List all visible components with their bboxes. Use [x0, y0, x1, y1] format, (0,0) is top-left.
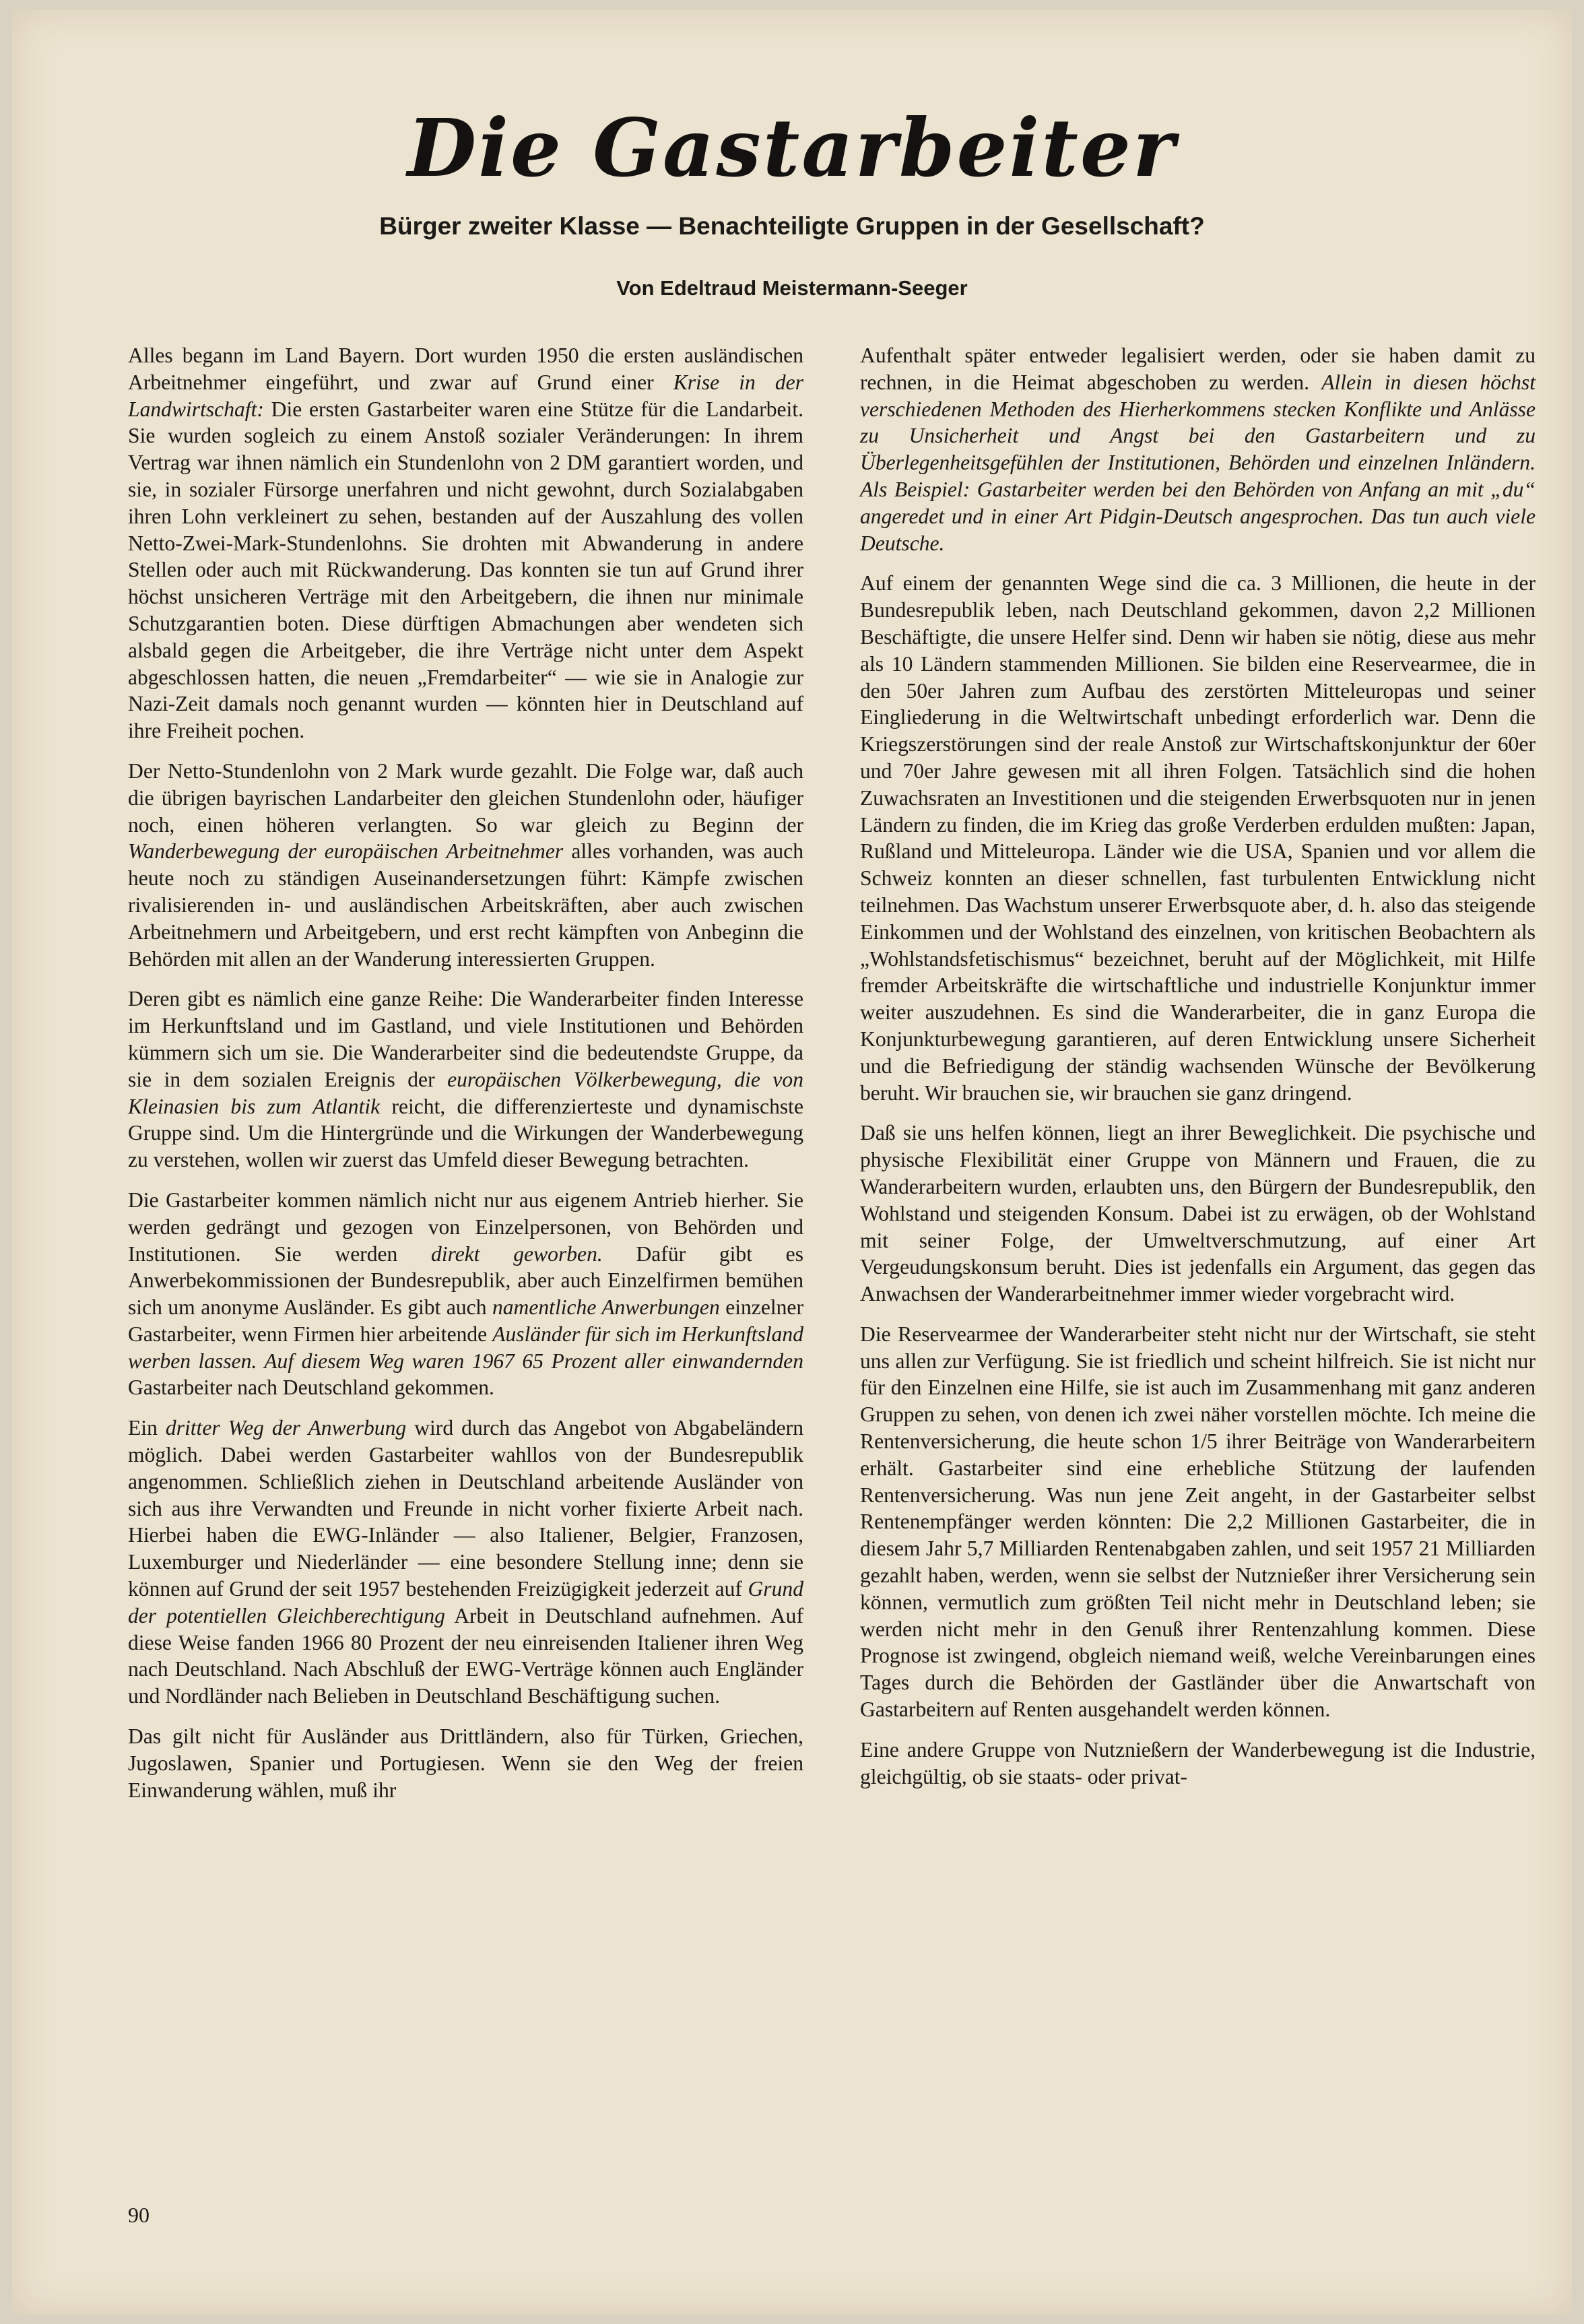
paragraph: Auf einem der genannten Wege sind die ca. 3 Millionen, die heute in der Bundesrepublik leben, nach Deutschland gekommen, davon 2,2 Millionen Beschäftigte, die unsere Helfer sind. Denn wir haben sie nötig, diese aus mehr als 10 Ländern stammenden Millionen. Sie bilden eine Reservearmee, die in den 50er Jahren zum Aufbau des zerstörten Mitteleuropas und seiner Eingliederung in die Weltwirtschaft unbedingt erforderlich war. Denn die Kriegszerstörungen sind der reale Anstoß zur Wirtschaftskonjunktur der 60er und 70er Jahre gewesen mit all ihren Folgen. Tatsächlich sind die hohen Zuwachsraten an Investitionen und die steigenden Erwerbsquoten nur in jenen Ländern zu finden, die im Krieg das große Verderben erdulden mußten: Japan, Rußland und Mitteleuropa. Länder wie die USA, Spanien und vor allem die Schweiz konnten an dieser schnellen, fast turbulenten Entwicklung nicht teilnehmen. Das Wachstum unserer Erwerbsquote aber, d. h. also das steigende Einkommen und der Wohlstand des einzelnen, von kritischen Beobachtern als „Wohlstandsfetischismus“ bezeichnet, beruht auf der Möglichkeit, mit Hilfe fremder Arbeitskräfte die wirtschaftliche und industrielle Konjunktur immer weiter auszudehnen. Es sind die Wanderarbeiter, die in ganz Europa die Konjunkturbewegung garantieren, auf deren Entwicklung unsere Sicherheit und die Befriedigung der ständig wachsenden Wünsche der Bevölkerung beruht. Wir brauchen sie, wir brauchen sie ganz dringend. — [860, 571, 1536, 1105]
article-subtitle: Bürger zweiter Klasse — Benachteiligte Gruppen in der Gesellschaft? — [379, 212, 1205, 240]
paragraph: Der Netto-Stundenlohn von 2 Mark wurde gezahlt. Die Folge war, daß auch die übrigen bayrischen Landarbeiter den gleichen Stundenlohn oder, häufiger noch, einen höheren verlangten. So war gleich zu Beginn der Wanderbewegung der europäischen Arbeitnehmer alles vorhanden, was auch heute noch zu ständigen Auseinandersetzungen führt: Kämpfe zwischen rivalisierenden in- und ausländischen Arbeitskräften, aber auch zwischen Arbeitnehmern und Arbeitgebern, und erst recht kämpften von Anbeginn die Behörden mit allen an der Wanderung interessierten Gruppen. — [128, 758, 803, 971]
article-byline: Von Edeltraud Meistermann-Seeger — [616, 276, 968, 300]
left-column — [128, 342, 803, 1817]
paragraph: Die Gastarbeiter kommen nämlich nicht nur aus eigenem Antrieb hierher. Sie werden gedrängt und gezogen von Einzelpersonen, von Behörden und Institutionen. Sie werden direkt geworben. Dafür gibt es Anwerbekommissionen der Bundesrepublik, aber auch Einzelfirmen bemühen sich um anonyme Ausländer. Es gibt auch namentliche Anwerbungen einzelner Gastarbeiter, wenn Firmen hier arbeitende Ausländer für sich im Herkunftsland werben lassen. Auf diesem Weg waren 1967 65 Prozent aller einwandernden Gastarbeiter nach Deutschland gekommen. — [128, 1188, 803, 1400]
paragraph: Ein dritter Weg der Anwerbung wird durch das Angebot von Abgabeländern möglich. Dabei werden Gastarbeiter wahllos von der Bundesrepublik angenommen. Schließlich ziehen in Deutschland arbeitende Ausländer von sich aus ihre Verwandten und Freunde in nicht vorher fixierte Arbeit nach. Hierbei haben die EWG-Inländer — also Italiener, Belgier, Franzosen, Luxemburger und Niederländer — eine besondere Stellung inne; denn sie können auf Grund der seit 1957 bestehenden Freizügigkeit jederzeit auf Grund der potentiellen Gleichberechtigung Arbeit in Deutschland aufnehmen. Auf diese Weise fanden 1966 80 Prozent der neu einreisenden Italiener ihren Weg nach Deutschland. Nach Abschluß der EWG-Verträge können auch Engländer und Nordländer nach Belieben in Deutschland Beschäftigung suchen. — [128, 1416, 803, 1708]
paragraph: Das gilt nicht für Ausländer aus Drittländern, also für Türken, Griechen, Jugoslawen, Spanier und Portugiesen. Wenn sie den Weg der freien Einwanderung wählen, muß ihr — [128, 1724, 803, 1802]
right-column — [860, 342, 1536, 1803]
article-title: Die Gastarbeiter — [407, 101, 1177, 195]
paragraph: Eine andere Gruppe von Nutznießern der Wanderbewegung ist die Industrie, gleichgültig, ob sie staats- oder privat- — [860, 1737, 1536, 1788]
page-number: 90 — [128, 2203, 150, 2227]
paragraph: Die Reservearmee der Wanderarbeiter steht nicht nur der Wirtschaft, sie steht uns allen zur Verfügung. Sie ist friedlich und scheint hilfreich. Sie ist nicht nur für den Einzelnen eine Hilfe, sie ist auch im Zusammenhang mit ganz anderen Gruppen zu sehen, von denen ich zwei näher vorstellen möchte. Ich meine die Rentenversicherung, die heute schon 1/5 ihrer Beiträge von Wanderarbeitern erhält. Gastarbeiter sind eine erhebliche Stützung der laufenden Rentenversicherung. Was nun jene Zeit angeht, in der Gastarbeiter selbst Rentenempfänger werden könnten: Die 2,2 Millionen Gastarbeiter, die in diesem Jahr 5,7 Milliarden Rentenabgaben zahlen, und seit 1957 21 Milliarden gezahlt haben, werden, wenn sie selbst der Nutznießer ihrer Versicherung sein können, vermutlich zum größten Teil nicht mehr in Deutschland leben; sie werden nicht mehr in den Genuß ihrer Rentenzahlung kommen. Diese Prognose ist zwingend, obgleich niemand weiß, welche Vereinbarungen eines Tages durch die Behörden der Gastländer über die Anwartschaft von Gastarbeitern auf Renten ausgehandelt werden können. — [860, 1322, 1536, 1722]
paragraph: Deren gibt es nämlich eine ganze Reihe: Die Wanderarbeiter finden Interesse im Herkunftsland und im Gastland, und viele Institutionen und Behörden kümmern sich um sie. Die Wanderarbeiter sind die bedeutendste Gruppe, da sie in dem sozialen Ereignis der europäischen Völkerbewegung, die von Kleinasien bis zum Atlantik reicht, die differenzierteste und dynamischste Gruppe sind. Um die Hintergründe und die Wirkungen der Wanderbewegung zu verstehen, wollen wir zuerst das Umfeld dieser Bewegung betrachten. — [128, 987, 803, 1172]
paragraph: Aufenthalt später entweder legalisiert werden, oder sie haben damit zu rechnen, in die Heimat abgeschoben zu werden. Allein in diesen höchst verschiedenen Methoden des Hierherkommens stecken Konflikte und Anlässe zu Unsicherheit und Angst bei den Gastarbeitern und zu Überlegenheitsgefühlen der Institutionen, Behörden und einzelnen Inländern. Als Beispiel: Gastarbeiter werden bei den Behörden von Anfang an mit „du“ angeredet und in einer Art Pidgin-Deutsch angesprochen. Das tun auch viele Deutsche. — [860, 344, 1536, 555]
paragraph: Daß sie uns helfen können, liegt an ihrer Beweglichkeit. Die psychische und physische Flexibilität einer Gruppe von Männern und Frauen, die zu Wanderarbeitern wurden, erlaubten uns, den Bürgern der Bundesrepublik, den Wohlstand und steigenden Konsum. Dabei ist zu erwägen, ob der Wohlstand mit seiner Folge, der Umweltverschmutzung, auf einer Art Vergeudungskonsum beruht. Dies ist jedenfalls ein Argument, das gegen das Anwachsen der Wanderarbeitnehmer immer wieder vorgebracht wird. — [860, 1121, 1536, 1306]
paragraph: Alles begann im Land Bayern. Dort wurden 1950 die ersten ausländischen Arbeitnehmer eingeführt, und zwar auf Grund einer Krise in der Landwirtschaft: Die ersten Gastarbeiter waren eine Stütze für die Landarbeit. Sie wurden sogleich zu einem Anstoß sozialer Veränderungen: In ihrem Vertrag war ihnen nämlich ein Stundenlohn von 2 DM garantiert worden, und sie, in sozialer Fürsorge unerfahren und nicht gewohnt, durch Sozialabgaben ihren Lohn verkleinert zu sehen, bestanden auf der Auszahlung des vollen Netto-Zwei-Mark-Stundenlohns. Sie drohten mit Abwanderung in andere Stellen oder auch mit Rückwanderung. Das konnten sie tun auf Grund ihrer höchst unsicheren Verträge mit den Arbeitgebern, die ihnen nur minimale Schutzgarantien boten. Diese dürftigen Abmachungen aber wendeten sich alsbald gegen die Arbeitgeber, die ihre Verträge nicht unter dem Aspekt abgeschlossen hatten, die neuen „Fremdarbeiter“ — wie sie in Analogie zur Nazi-Zeit damals noch genannt wurden — könnten hier in Deutschland auf ihre Freiheit pochen. — [128, 344, 803, 743]
